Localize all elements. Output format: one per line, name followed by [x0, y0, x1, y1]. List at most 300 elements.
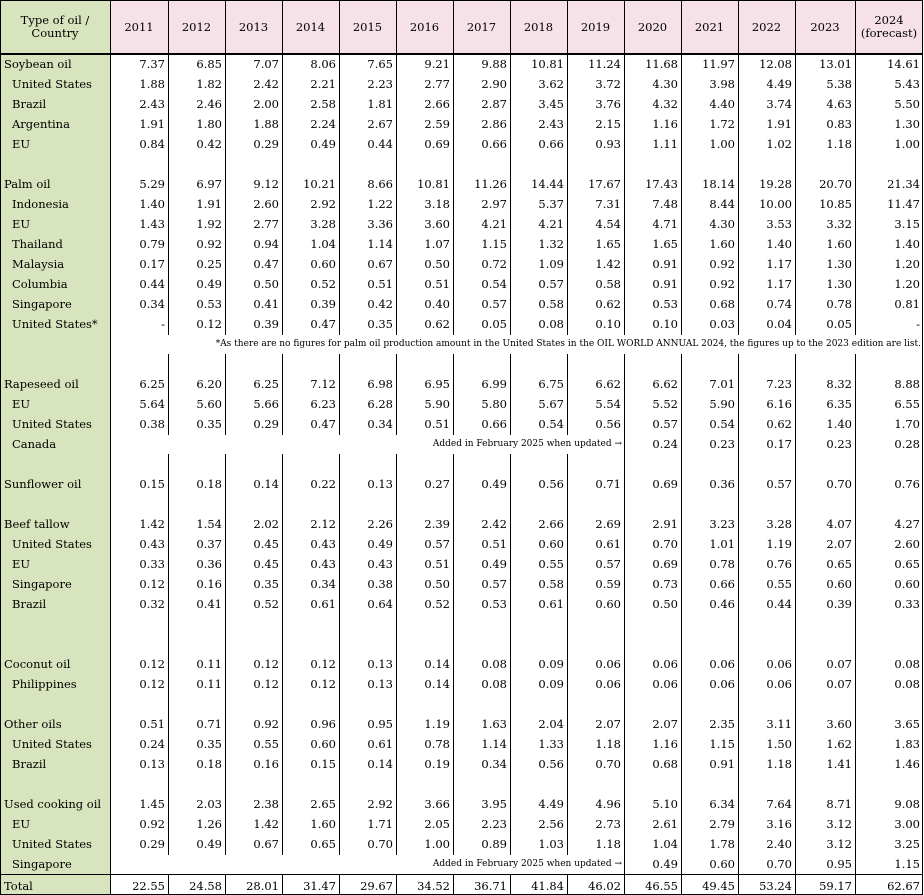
value-cell: 0.44	[367, 137, 393, 151]
value-cell: 5.38	[826, 77, 852, 91]
header-year: 2017	[453, 0, 510, 54]
value-cell: 1.19	[424, 717, 450, 731]
header-year: 2018	[510, 0, 567, 54]
value-cell: 1.09	[538, 257, 564, 271]
value-cell: 0.57	[481, 577, 507, 591]
value-cell: 0.94	[253, 237, 279, 251]
value-cell: 5.80	[481, 397, 507, 411]
value-cell: 1.70	[894, 417, 920, 431]
grid-vline	[453, 454, 454, 855]
value-cell: 2.58	[310, 97, 336, 111]
value-cell: 4.27	[894, 517, 920, 531]
value-cell: 0.55	[253, 737, 279, 751]
value-cell: 2.86	[481, 117, 507, 131]
value-cell: 0.34	[310, 577, 336, 591]
value-cell: 0.56	[538, 477, 564, 491]
value-cell: 2.77	[424, 77, 450, 91]
value-cell: 3.12	[826, 837, 852, 851]
value-cell: 0.58	[595, 277, 621, 291]
value-cell: 0.69	[652, 557, 678, 571]
value-cell: 0.61	[310, 597, 336, 611]
oil-type-label: Soybean oil	[4, 57, 72, 71]
value-cell: 0.08	[481, 657, 507, 671]
value-cell: 1.82	[196, 77, 222, 91]
value-cell: 0.60	[826, 577, 852, 591]
value-cell: 2.12	[310, 517, 336, 531]
value-cell: 0.49	[196, 277, 222, 291]
value-cell: 2.65	[310, 797, 336, 811]
value-cell: 6.20	[196, 377, 222, 391]
value-cell: 2.60	[894, 537, 920, 551]
value-cell: 0.06	[766, 657, 792, 671]
header-year: 2021	[681, 0, 738, 54]
value-cell: 0.04	[766, 317, 792, 331]
value-cell: 0.35	[196, 417, 222, 431]
value-cell: 0.70	[826, 477, 852, 491]
value-cell: 0.44	[139, 277, 165, 291]
value-cell: 2.07	[652, 717, 678, 731]
value-cell: 2.40	[766, 837, 792, 851]
value-cell: 0.13	[367, 657, 393, 671]
value-cell: 18.14	[702, 177, 735, 191]
spacer-row	[0, 454, 923, 474]
value-cell: 0.73	[652, 577, 678, 591]
value-cell: -	[916, 317, 920, 331]
grid-vline	[624, 0, 625, 335]
value-cell: 2.24	[310, 117, 336, 131]
country-label: Brazil	[12, 597, 47, 611]
value-cell: 5.50	[894, 97, 920, 111]
value-cell: 2.90	[481, 77, 507, 91]
value-cell: 11.97	[702, 57, 735, 71]
value-cell: 1.60	[709, 237, 735, 251]
value-cell: 3.98	[709, 77, 735, 91]
header-year: 2012	[168, 0, 225, 54]
value-cell: 2.42	[481, 517, 507, 531]
value-cell: 2.03	[196, 797, 222, 811]
value-cell: 1.01	[709, 537, 735, 551]
value-cell: 53.24	[759, 879, 792, 893]
value-cell: 1.65	[652, 237, 678, 251]
value-cell: 1.83	[894, 737, 920, 751]
value-cell: 3.62	[538, 77, 564, 91]
value-cell: 1.88	[139, 77, 165, 91]
value-cell: 0.40	[424, 297, 450, 311]
oil-type-label: Palm oil	[4, 177, 51, 191]
value-cell: 1.92	[196, 217, 222, 231]
value-cell: 5.60	[196, 397, 222, 411]
total-label: Total	[4, 879, 33, 893]
grid-vline	[510, 354, 511, 435]
value-cell: 0.51	[481, 537, 507, 551]
grid-vline	[510, 0, 511, 335]
value-cell: 4.07	[826, 517, 852, 531]
value-cell: 0.06	[652, 677, 678, 691]
value-cell: 0.65	[894, 557, 920, 571]
value-cell: 0.50	[253, 277, 279, 291]
value-cell: 0.92	[139, 817, 165, 831]
value-cell: 0.70	[652, 537, 678, 551]
value-cell: 2.42	[253, 77, 279, 91]
value-cell: 9.12	[253, 177, 279, 191]
value-cell: 0.14	[424, 677, 450, 691]
value-cell: 0.81	[894, 297, 920, 311]
value-cell: 0.64	[367, 597, 393, 611]
grid-vline	[168, 454, 169, 855]
value-cell: 0.59	[595, 577, 621, 591]
value-cell: 0.10	[652, 317, 678, 331]
value-cell: 2.66	[538, 517, 564, 531]
value-cell: 0.49	[481, 557, 507, 571]
value-cell: 0.49	[652, 857, 678, 871]
singapore-uco-added-note: Added in February 2025 when updated →	[432, 859, 622, 869]
value-cell: 1.04	[652, 837, 678, 851]
value-cell: 1.18	[595, 837, 621, 851]
value-cell: 1.91	[766, 117, 792, 131]
grid-vline	[339, 0, 340, 335]
value-cell: 9.21	[424, 57, 450, 71]
value-cell: 2.02	[253, 517, 279, 531]
country-label: Columbia	[12, 277, 68, 291]
value-cell: 1.14	[481, 737, 507, 751]
country-label: United States*	[12, 317, 98, 331]
value-cell: 1.60	[826, 237, 852, 251]
value-cell: 0.60	[709, 857, 735, 871]
oil-type-label: Beef tallow	[4, 517, 70, 531]
value-cell: 1.00	[424, 837, 450, 851]
value-cell: 0.51	[424, 557, 450, 571]
value-cell: 8.32	[826, 377, 852, 391]
value-cell: 4.30	[652, 77, 678, 91]
header-year: 2013	[225, 0, 282, 54]
value-cell: 10.21	[303, 177, 336, 191]
value-cell: 6.28	[367, 397, 393, 411]
value-cell: 0.67	[253, 837, 279, 851]
value-cell: 0.35	[367, 317, 393, 331]
value-cell: 0.70	[367, 837, 393, 851]
value-cell: 2.43	[139, 97, 165, 111]
value-cell: 1.18	[766, 757, 792, 771]
value-cell: 4.96	[595, 797, 621, 811]
value-cell: 3.65	[894, 717, 920, 731]
value-cell: 1.20	[894, 257, 920, 271]
value-cell: 0.89	[481, 837, 507, 851]
value-cell: 0.91	[709, 757, 735, 771]
value-cell: 0.45	[253, 537, 279, 551]
value-cell: 7.65	[367, 57, 393, 71]
value-cell: 0.67	[367, 257, 393, 271]
oil-type-label: Coconut oil	[4, 657, 71, 671]
country-label: Singapore	[12, 857, 72, 871]
value-cell: 0.34	[367, 417, 393, 431]
value-cell: 0.15	[139, 477, 165, 491]
value-cell: 0.44	[766, 597, 792, 611]
value-cell: 21.34	[887, 177, 920, 191]
value-cell: 0.52	[253, 597, 279, 611]
value-cell: 34.52	[417, 879, 450, 893]
value-cell: 3.74	[766, 97, 792, 111]
value-cell: 36.71	[474, 879, 507, 893]
value-cell: 14.44	[531, 177, 564, 191]
grid-vline	[567, 0, 568, 335]
value-cell: 3.66	[424, 797, 450, 811]
value-cell: 1.26	[196, 817, 222, 831]
value-cell: 5.66	[253, 397, 279, 411]
oil-type-label: Used cooking oil	[4, 797, 102, 811]
value-cell: 1.30	[894, 117, 920, 131]
value-cell: 3.95	[481, 797, 507, 811]
grid-vline	[282, 0, 283, 335]
value-cell: 0.49	[310, 137, 336, 151]
value-cell: 3.25	[894, 837, 920, 851]
value-cell: 19.28	[759, 177, 792, 191]
value-cell: 0.58	[538, 297, 564, 311]
grid-vline	[339, 454, 340, 855]
value-cell: 0.05	[826, 317, 852, 331]
value-cell: 6.55	[894, 397, 920, 411]
grid-vline	[681, 354, 682, 895]
value-cell: 1.33	[538, 737, 564, 751]
value-cell: 1.17	[766, 257, 792, 271]
value-cell: 0.17	[139, 257, 165, 271]
country-label: Argentina	[12, 117, 70, 131]
value-cell: 0.22	[310, 477, 336, 491]
value-cell: 0.51	[424, 277, 450, 291]
value-cell: 0.51	[367, 277, 393, 291]
value-cell: 8.66	[367, 177, 393, 191]
value-cell: 24.58	[189, 879, 222, 893]
value-cell: 0.16	[253, 757, 279, 771]
value-cell: 0.84	[139, 137, 165, 151]
value-cell: 6.98	[367, 377, 393, 391]
value-cell: 0.34	[481, 757, 507, 771]
value-cell: 8.88	[894, 377, 920, 391]
value-cell: 4.71	[652, 217, 678, 231]
value-cell: 1.42	[253, 817, 279, 831]
value-cell: 1.65	[595, 237, 621, 251]
value-cell: 0.68	[709, 297, 735, 311]
grid-vline	[567, 454, 568, 855]
grid-vline	[567, 874, 568, 895]
palm-us-footnote: *As there are no figures for palm oil production amount in the United States in the OIL WORLD ANNUAL 2024, the figures up to the 2023 edition are list.	[215, 339, 921, 349]
value-cell: 3.32	[826, 217, 852, 231]
value-cell: 1.02	[766, 137, 792, 151]
value-cell: 0.23	[826, 437, 852, 451]
value-cell: 3.16	[766, 817, 792, 831]
value-cell: 3.28	[310, 217, 336, 231]
grid-vline	[453, 354, 454, 435]
value-cell: 0.45	[253, 557, 279, 571]
value-cell: 2.07	[826, 537, 852, 551]
value-cell: 22.55	[132, 879, 165, 893]
value-cell: 0.12	[139, 657, 165, 671]
value-cell: -	[161, 317, 165, 331]
value-cell: 0.62	[595, 297, 621, 311]
country-label: Singapore	[12, 577, 72, 591]
value-cell: 1.30	[826, 277, 852, 291]
value-cell: 7.07	[253, 57, 279, 71]
value-cell: 0.14	[253, 477, 279, 491]
value-cell: 0.36	[709, 477, 735, 491]
oil-type-label: Sunflower oil	[4, 477, 82, 491]
value-cell: 1.14	[367, 237, 393, 251]
value-cell: 1.91	[196, 197, 222, 211]
value-cell: 8.44	[709, 197, 735, 211]
header-year: 2019	[567, 0, 624, 54]
value-cell: 0.49	[481, 477, 507, 491]
grid-vline	[855, 0, 856, 335]
value-cell: 4.54	[595, 217, 621, 231]
value-cell: 4.21	[481, 217, 507, 231]
value-cell: 0.79	[139, 237, 165, 251]
value-cell: 0.08	[894, 677, 920, 691]
value-cell: 0.60	[310, 737, 336, 751]
value-cell: 2.15	[595, 117, 621, 131]
value-cell: 9.88	[481, 57, 507, 71]
grid-vline	[795, 354, 796, 895]
value-cell: 8.06	[310, 57, 336, 71]
country-label: United States	[12, 837, 92, 851]
value-cell: 0.08	[481, 677, 507, 691]
grid-hline	[0, 53, 923, 55]
value-cell: 4.30	[709, 217, 735, 231]
grid-vline	[567, 354, 568, 435]
value-cell: 0.06	[595, 677, 621, 691]
value-cell: 0.65	[310, 837, 336, 851]
value-cell: 0.32	[139, 597, 165, 611]
value-cell: 1.03	[538, 837, 564, 851]
value-cell: 28.01	[246, 879, 279, 893]
value-cell: 5.43	[894, 77, 920, 91]
value-cell: 0.06	[766, 677, 792, 691]
value-cell: 0.49	[367, 537, 393, 551]
value-cell: 0.06	[709, 657, 735, 671]
country-label: Singapore	[12, 297, 72, 311]
value-cell: 0.96	[310, 717, 336, 731]
value-cell: 0.35	[253, 577, 279, 591]
value-cell: 6.23	[310, 397, 336, 411]
canada-added-note: Added in February 2025 when updated →	[432, 439, 622, 449]
value-cell: 13.01	[819, 57, 852, 71]
value-cell: 10.81	[417, 177, 450, 191]
value-cell: 2.35	[709, 717, 735, 731]
grid-vline	[681, 0, 682, 335]
value-cell: 1.60	[310, 817, 336, 831]
value-cell: 4.32	[652, 97, 678, 111]
grid-vline	[168, 354, 169, 435]
value-cell: 6.99	[481, 377, 507, 391]
country-label: United States	[12, 417, 92, 431]
country-label: United States	[12, 737, 92, 751]
country-label: Brazil	[12, 757, 47, 771]
header-year: 2016	[396, 0, 453, 54]
value-cell: 0.54	[481, 277, 507, 291]
value-cell: 3.11	[766, 717, 792, 731]
value-cell: 0.12	[253, 657, 279, 671]
value-cell: 0.24	[139, 737, 165, 751]
value-cell: 7.37	[139, 57, 165, 71]
grid-vline	[510, 874, 511, 895]
value-cell: 0.38	[367, 577, 393, 591]
value-cell: 0.27	[424, 477, 450, 491]
value-cell: 1.91	[139, 117, 165, 131]
value-cell: 0.07	[826, 657, 852, 671]
value-cell: 0.47	[310, 317, 336, 331]
value-cell: 0.52	[310, 277, 336, 291]
value-cell: 20.70	[819, 177, 852, 191]
value-cell: 0.60	[595, 597, 621, 611]
value-cell: 0.43	[310, 557, 336, 571]
grid-vline	[453, 0, 454, 335]
value-cell: 0.66	[481, 417, 507, 431]
value-cell: 7.64	[766, 797, 792, 811]
value-cell: 6.16	[766, 397, 792, 411]
spacer-row	[0, 494, 923, 514]
value-cell: 1.19	[766, 537, 792, 551]
value-cell: 0.10	[595, 317, 621, 331]
value-cell: 0.78	[424, 737, 450, 751]
spacer-row	[0, 694, 923, 714]
value-cell: 0.12	[310, 677, 336, 691]
country-label: Brazil	[12, 97, 47, 111]
value-cell: 1.45	[139, 797, 165, 811]
value-cell: 0.25	[196, 257, 222, 271]
value-cell: 0.50	[424, 577, 450, 591]
value-cell: 0.49	[196, 837, 222, 851]
value-cell: 0.57	[595, 557, 621, 571]
value-cell: 0.53	[481, 597, 507, 611]
value-cell: 0.57	[538, 277, 564, 291]
header-year: 2015	[339, 0, 396, 54]
value-cell: 59.17	[819, 879, 852, 893]
value-cell: 1.16	[652, 737, 678, 751]
grid-vline	[110, 0, 111, 895]
value-cell: 0.12	[139, 677, 165, 691]
value-cell: 0.06	[709, 677, 735, 691]
value-cell: 0.92	[196, 237, 222, 251]
value-cell: 0.56	[538, 757, 564, 771]
grid-hline	[0, 874, 923, 875]
grid-hline	[0, 0, 923, 1]
value-cell: 7.48	[652, 197, 678, 211]
value-cell: 1.22	[367, 197, 393, 211]
value-cell: 0.41	[253, 297, 279, 311]
value-cell: 2.73	[595, 817, 621, 831]
grid-vline	[225, 454, 226, 855]
value-cell: 1.15	[894, 857, 920, 871]
country-label: United States	[12, 77, 92, 91]
value-cell: 46.55	[645, 879, 678, 893]
value-cell: 0.11	[196, 657, 222, 671]
value-cell: 17.43	[645, 177, 678, 191]
header-year: 2022	[738, 0, 795, 54]
grid-vline	[168, 874, 169, 895]
grid-vline	[0, 0, 1, 895]
value-cell: 10.85	[819, 197, 852, 211]
value-cell: 1.40	[826, 417, 852, 431]
value-cell: 0.61	[595, 537, 621, 551]
value-cell: 0.50	[424, 257, 450, 271]
value-cell: 5.64	[139, 397, 165, 411]
oil-type-label: Other oils	[4, 717, 62, 731]
value-cell: 11.68	[645, 57, 678, 71]
value-cell: 0.66	[538, 137, 564, 151]
value-cell: 0.51	[424, 417, 450, 431]
value-cell: 1.32	[538, 237, 564, 251]
value-cell: 0.91	[652, 277, 678, 291]
value-cell: 2.59	[424, 117, 450, 131]
value-cell: 2.66	[424, 97, 450, 111]
